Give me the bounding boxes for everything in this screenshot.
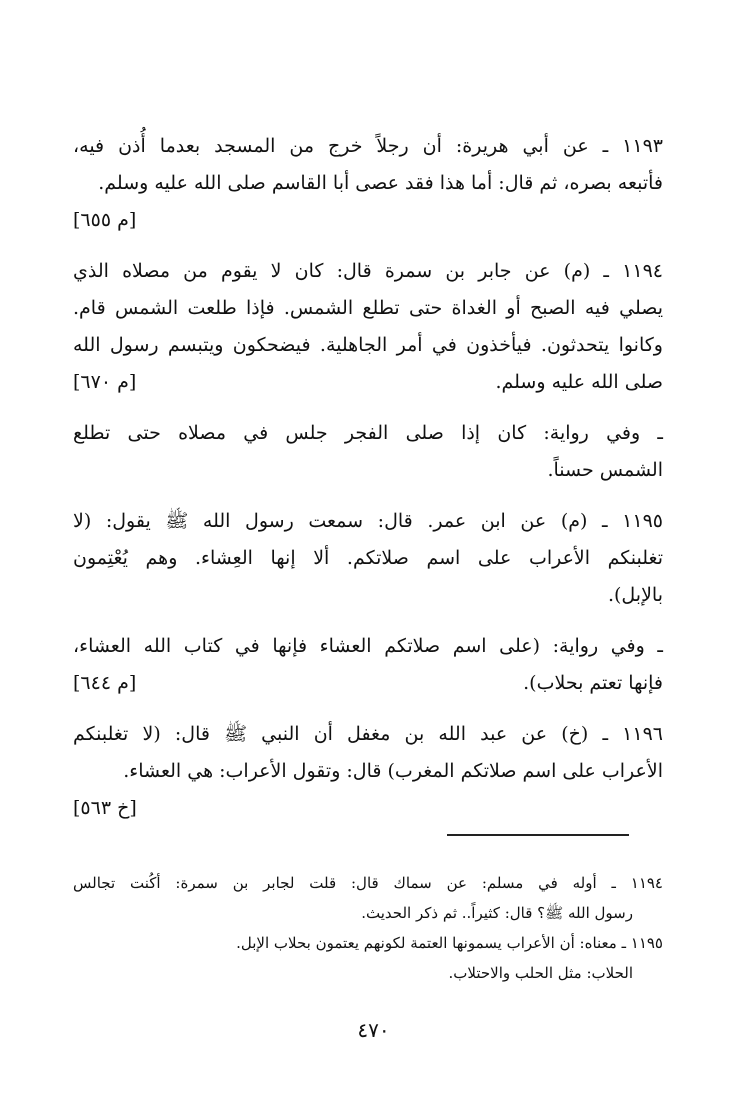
text-line: ١١٩٣ ـ عن أبي هريرة: أن رجلاً خرج من المسجد بعدما أُذن فيه، (73, 135, 663, 157)
footnote-1194-continued: رسول الله ﷺ؟ قال: كثيراً.. ثم ذكر الحديث. (361, 904, 633, 922)
reference: [م ٦٥٥] (73, 209, 137, 231)
text-line: وكانوا يتحدثون. فيأخذون في أمر الجاهلية. فيضحكون ويتبسم رسول الله (73, 334, 663, 356)
hadith-1194 (73, 253, 663, 401)
reference: [خ ٥٦٣] (73, 797, 137, 819)
text-line: يصلي فيه الصبح أو الغداة حتى تطلع الشمس. فإذا طلعت الشمس قام. (73, 297, 663, 319)
text-line: ١١٩٥ ـ (م) عن ابن عمر. قال: سمعت رسول الله ﷺ يقول: (لا (73, 510, 663, 532)
hadith-1195-variant (73, 628, 663, 702)
hadith-1193 (73, 128, 663, 239)
reference: [م ٦٤٤] (73, 672, 137, 694)
text-line: ـ وفي رواية: كان إذا صلى الفجر جلس في مصلاه حتى تطلع (73, 422, 663, 444)
footnotes (73, 868, 663, 988)
page-number: ٤٧٠ (357, 1018, 390, 1042)
line-text: فإنها تعتم بحلاب). (523, 672, 663, 694)
reference: [م ٦٧٠] (73, 371, 137, 393)
footnote-separator (447, 834, 629, 836)
text-line: بالإبل). (607, 584, 663, 606)
footnote-1195: ١١٩٥ ـ معناه: أن الأعراب يسمونها العتمة لكونهم يعتمون بحلاب الإبل. (236, 934, 663, 952)
text-line (73, 665, 663, 702)
text-line: ١١٩٦ ـ (خ) عن عبد الله بن مغفل أن النبي ﷺ قال: (لا تغلبنكم (73, 723, 663, 745)
hadith-1194-variant (73, 415, 663, 489)
reference-line (73, 202, 663, 239)
hadith-1196 (73, 716, 663, 827)
text-line: ١١٩٤ ـ (م) عن جابر بن سمرة قال: كان لا يقوم من مصلاه الذي (73, 260, 663, 282)
text-line: تغلبنكم الأعراب على اسم صلاتكم. ألا إنها العِشاء. وهم يُعْتِمون (73, 547, 663, 569)
text-line (73, 364, 663, 401)
footnote-1194: ١١٩٤ ـ أوله في مسلم: عن سماك قال: قلت لجابر بن سمرة: أكُنت تجالس (73, 874, 663, 892)
reference-line (73, 790, 663, 827)
text-line: الشمس حسناً. (547, 459, 663, 481)
hadith-1195 (73, 503, 663, 614)
main-text (73, 128, 663, 841)
text-line: الأعراب على اسم صلاتكم المغرب) قال: وتقول الأعراب: هي العشاء. (123, 760, 663, 782)
footnote-1195-continued: الحلاب: مثل الحلب والاحتلاب. (448, 964, 633, 982)
text-line: ـ وفي رواية: (على اسم صلاتكم العشاء فإنها في كتاب الله العشاء، (73, 635, 663, 657)
text-line: فأتبعه بصره، ثم قال: أما هذا فقد عصى أبا القاسم صلى الله عليه وسلم. (98, 172, 663, 194)
line-text: صلى الله عليه وسلم. (495, 371, 663, 393)
